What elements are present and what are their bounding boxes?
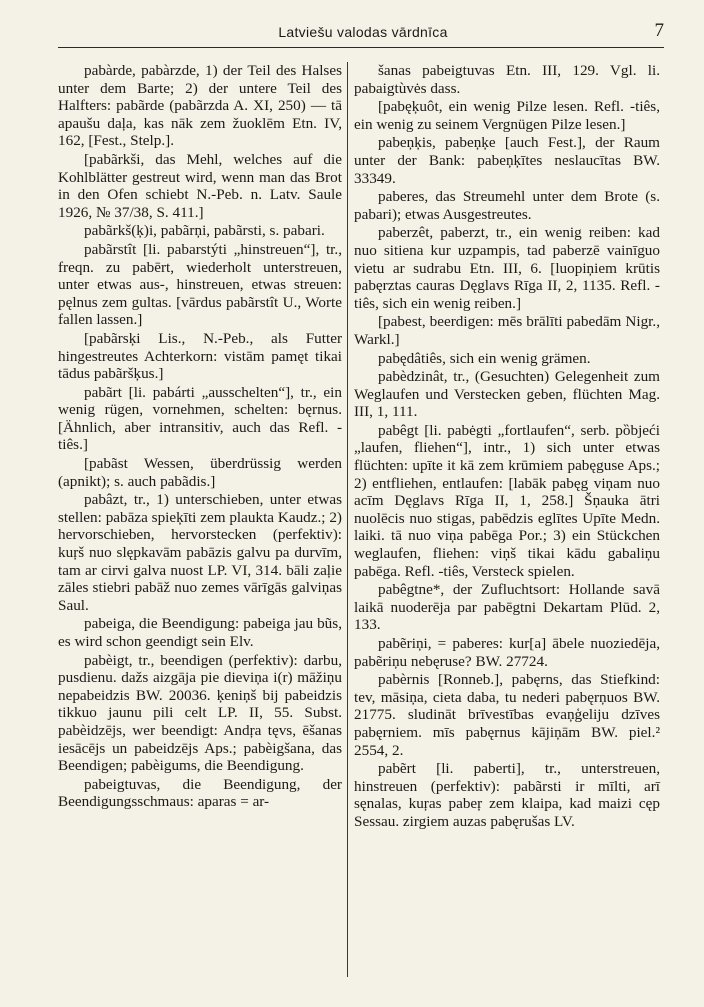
dictionary-entry: [pabãrsķi Lis., N.-Peb., als Futter hingestreutes Achterkorn: vistām pamęt tikai tādus pabãršķus.] [58, 329, 342, 383]
column-divider [347, 62, 348, 977]
dictionary-entry: [pabest, beerdigen: mēs brālīti pabedām Nigr., Warkl.] [354, 313, 660, 348]
dictionary-entry: pabeņķis, pabeņķe [auch Fest.], der Raum unter der Bank: pabeņķītes neslaucītas BW. 33349. [354, 134, 660, 187]
header-rule [58, 47, 664, 48]
dictionary-entry: pabèdzinât, tr., (Gesuchten) Gelegenheit zum Weglaufen und Verstecken geben, flüchten Mag. III, 1, 111. [354, 368, 660, 421]
page-number: 7 [654, 20, 664, 41]
dictionary-entry: [pabęķuôt, ein wenig Pilze lesen. Refl. -tiês, ein wenig zu seinem Vergnügen Pilze lesen.] [354, 98, 660, 133]
dictionary-entry: pabêgt [li. pabėgti „fortlaufen“, serb. pȍbjeći „laufen, fliehen“], intr., 1) sich unter etwas flüchten: upīte it kā zem krūmiem pabęguse Aps.; 2) entfliehen, entlaufen: [labāk pabęg viņam nuo acīm Dęglavs Rīga II, 1, 258.] Šņauka ātri nuolēcis nuo stigas, pabēdzis eglītes Upīte Medn. laiki. tā nuo viņa pabēga Por.; 3) ein Stückchen weglaufen, fliehen: viņš tikai kādu gabaliņu pabēga. Refl. -tiês, Versteck spielen. [354, 421, 660, 580]
right-column [354, 62, 660, 832]
running-header [62, 22, 664, 46]
dictionary-entry: pabêgtne*, der Zufluchtsort: Hollande savā laikā nuoderēja par pabēgtni Dekartam Plūd. 2, 133. [354, 581, 660, 634]
dictionary-entry: pabãrkš(ķ)i, pabãrņi, pabãrsti, s. pabari. [84, 222, 325, 240]
dictionary-entry: paberzêt, paberzt, tr., ein wenig reiben: kad nuo sitiena kur uzpampis, tad paberzē vainīguo vietu ar sudrabu Etn. III, 6. [luopiņiem krūtis pabęrztas cauras Dęglavs Rīga II, 2, 1135. Refl. -tiês, sich ein wenig reiben.] [354, 224, 660, 312]
dictionary-entry: pabẽrt [li. paberti], tr., unterstreuen, hinstreuen (perfektiv): pabãrsti ir mīlti, arī sęnalas, kuŗas pabeŗ zem klaipa, kad maizi cęp Sessau. zirgiem auzas pabęrušas LV. [354, 760, 660, 830]
dictionary-entry: šanas pabeigtuvas Etn. III, 129. Vgl. li. pabaigtùvės dass. [354, 62, 660, 97]
dictionary-entry: pabeigtuvas, die Beendigung, der Beendigungsschmaus: aparas = ar- [58, 775, 342, 811]
dictionary-entry: pabeiga, die Beendigung: pabeiga jau bũs, es wird schon geendigt sein Elv. [58, 615, 342, 650]
dictionary-entry: pabàrde, pabàrzde, 1) der Teil des Halses unter dem Barte; 2) der untere Teil des Halfters: pabãrde (pabãrzda A. XI, 250) — tā apaušu daļa, kas nāk zem žuoklēm Etn. IV, 162, [Fest., Stelp.]. [58, 62, 342, 150]
left-column [58, 62, 342, 812]
dictionary-entry: [pabãrkši, das Mehl, welches auf die Kohlblätter gestreut wird, wenn man das Brot in den Ofen schiebt N.-Peb. n. Latv. Saule 1926, № 37/38, S. 411.] [58, 150, 342, 221]
dictionary-entry: pabâzt, tr., 1) unterschieben, unter etwas stellen: pabāza spieķīti zem plaukta Kaudz.; 2) hervorschieben, hervorstecken (perfektiv): kuŗš nuo slępkavām pabāzis galvu pa durvīm, tam ar cirvi galva nuost LP. VI, 314. bāli zaļie zāles stiebri pabāž nuo zemes vārīgās galviņas Saul. [58, 491, 342, 614]
dictionary-entry: pabãrstît [li. pabarstýti „hinstreuen“], tr., freqn. zu pabērt, wiederholt unterstreuen, unter etwas aus-, hinstreuen, etwas streuen: pęlnus zem gultas. [vārdus pabãrstît U., Worte fallen lassen.] [58, 240, 342, 329]
dictionary-entry: pabèrnis [Ronneb.], pabęrns, das Stiefkind: tev, māsiņa, cieta daba, tu nederi pabęrņuos BW. 21775. sludināt brīvestības evaņģeliju dzīves pabęrniem. mīs pabęrnus kājiņām BW. piel.² 2554, 2. [354, 671, 660, 759]
dictionary-entry: [pabãst Wessen, überdrüssig werden (apnikt); s. auch pabãdis.] [58, 455, 342, 490]
dictionary-entry: paberes, das Streumehl unter dem Brote (s. pabari); etwas Ausgestreutes. [354, 188, 660, 223]
dictionary-entry: pabẽriņi, = paberes: kur[a] ābele nuoziedēja, pabẽriņu nebęruse? BW. 27724. [354, 635, 660, 670]
dictionary-entry: pabędâtiês, sich ein wenig grämen. [378, 349, 591, 367]
page-header-title: Latviešu valodas vārdnīca [278, 24, 448, 40]
dictionary-entry: pabèigt, tr., beendigen (perfektiv): darbu, pusdienu. dažs aizgāja pie dieviņa i(r) māžiņu nepabeidzis BW. 20036. ķeniņš bij pabeidzis tikkuo jaunu pili celt LP. II, 55. Subst. pabèidzējs, wer beendigt: Andŗa tęvs, ēšanas iesācējs un pabeidzējs Aps.; pabèigšana, das Beendigen; pabèigums, die Beendigung. [58, 651, 342, 775]
dictionary-entry: pabãrt [li. pabárti „ausschelten“], tr., ein wenig rügen, vornehmen, schelten: bęrnus. [Ähnlich, aber intransitiv, auch das Refl. -tiês.] [58, 383, 342, 454]
